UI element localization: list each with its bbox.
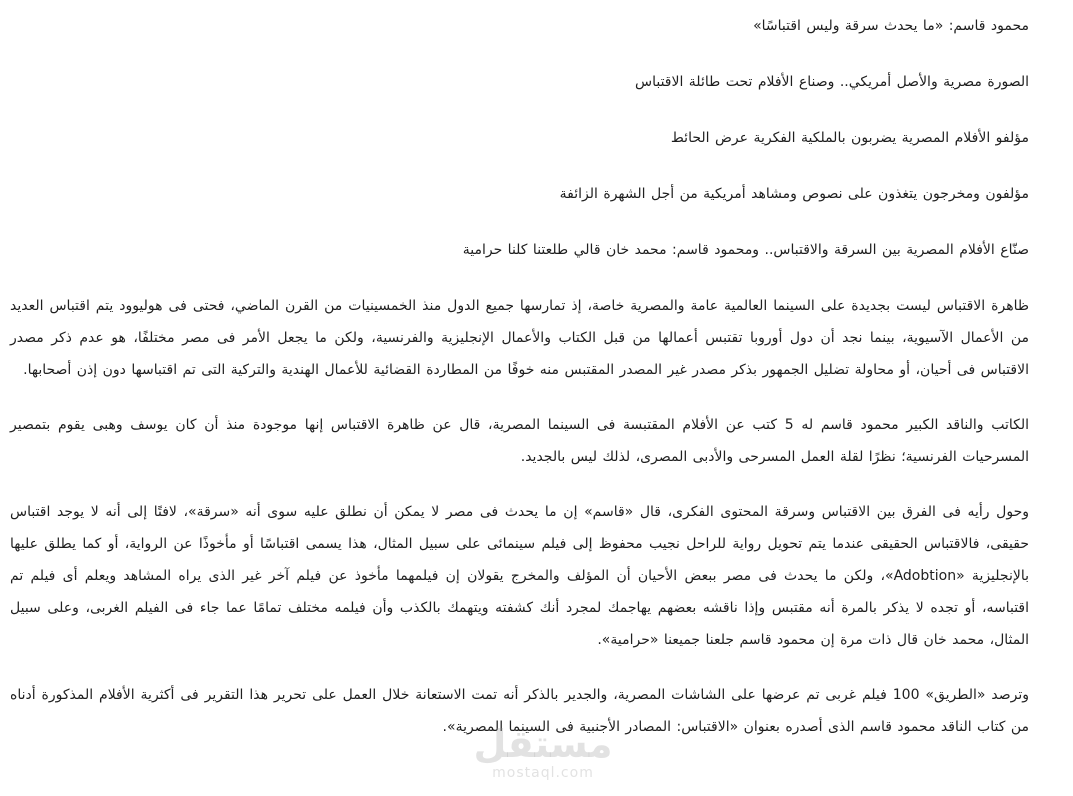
paragraph-critic: الكاتب والناقد الكبير محمود قاسم له 5 كتب عن الأفلام المقتبسة فى السينما المصرية، قال عن ظاهرة الاقتباس إنها موجودة منذ أن كان يوسف وهبى يقوم بتمصير المسرحيات الفرنسية؛ نظرًا لقلة العمل المسرحى والأدبى المصرى، لذلك ليس بالجديد.: [10, 417, 1029, 465]
paragraph-intro: ظاهرة الاقتباس ليست بجديدة على السينما العالمية عامة والمصرية خاصة، إذ تمارسها جميع الدول منذ الخمسينيات من القرن الماضي، فحتى فى هوليوود يتم اقتباس العديد من الأعمال الآسيوية، بينما نجد أن دول أوروبا تقتبس أعمالها من قبل الكتاب والأعمال الإنجليزية والفرنسية، ولكن ما يجعل الأمر فى مصر مختلفًا، هو عدم ذكر مصدر الاقتباس فى أحيان، أو محاولة تضليل الجمهور بذكر مصدر غير المصدر المقتبس منه خوفًا من المطاردة القضائية للأعمال الهندية والتركية التى تم اقتباسها دون إذن أصحابها.: [10, 298, 1029, 378]
article-body: [10, 10, 1029, 766]
headline-1: محمود قاسم: «ما يحدث سرقة وليس اقتباسًا»: [753, 18, 1029, 34]
headline-3: مؤلفو الأفلام المصرية يضربون بالملكية الفكرية عرض الحائط: [670, 130, 1029, 146]
paragraph-theft-opinion: وحول رأيه فى الفرق بين الاقتباس وسرقة المحتوى الفكرى، قال «قاسم» إن ما يحدث فى مصر لا يمكن أن نطلق عليه سوى أنه «سرقة»، لافتًا إلى أنه لا يوجد اقتباس حقيقى، فالاقتباس الحقيقى عندما يتم تحويل رواية للراحل نجيب محفوظ إلى فيلم سينمائى على سبيل المثال، هذا يسمى اقتباسًا أو مأخوذًا عن الرواية، أو كما يطلق عليها بالإنجليزية «Adobtion»، ولكن ما يحدث فى مصر ببعض الأحيان أن المؤلف والمخرج يقولان إن فيلمهما مأخوذ عن فيلم آخر غير الذى يراه المشاهد ويعلم أى فيلم تم اقتباسه، أو تجده لا يذكر بالمرة أنه مقتبس وإذا ناقشه بعضهم يهاجمك لمجرد أنك كشفته ويتهمك بالكذب وأن فيلمه مختلف تمامًا عما جاء فى الفيلم الغربى، وعلى سبيل المثال، محمد خان قال ذات مرة إن محمود قاسم جلعنا جميعنا «حرامية».: [10, 504, 1029, 648]
watermark-arabic: مستقل: [473, 722, 613, 766]
headline-2: الصورة مصرية والأصل أمريكي.. وصناع الأفلام تحت طائلة الاقتباس: [634, 74, 1029, 90]
watermark-latin: mostaql.com: [492, 765, 594, 781]
headline-5: صنّاع الأفلام المصرية بين السرقة والاقتباس.. ومحمود قاسم: محمد خان قالي طلعتنا كلنا حرامية: [462, 242, 1029, 258]
paragraph-report: وترصد «الطريق» 100 فيلم غربى تم عرضها على الشاشات المصرية، والجدير بالذكر أنه تمت الاستعانة خلال العمل على تحرير هذا التقرير فى أكثرية الأفلام المذكورة أدناه من كتاب الناقد محمود قاسم الذى أصدره بعنوان «الاقتباس: المصادر الأجنبية فى السينما المصرية».: [10, 687, 1029, 735]
headline-4: مؤلفون ومخرجون يتغذون على نصوص ومشاهد أمريكية من أجل الشهرة الزائفة: [559, 186, 1029, 202]
